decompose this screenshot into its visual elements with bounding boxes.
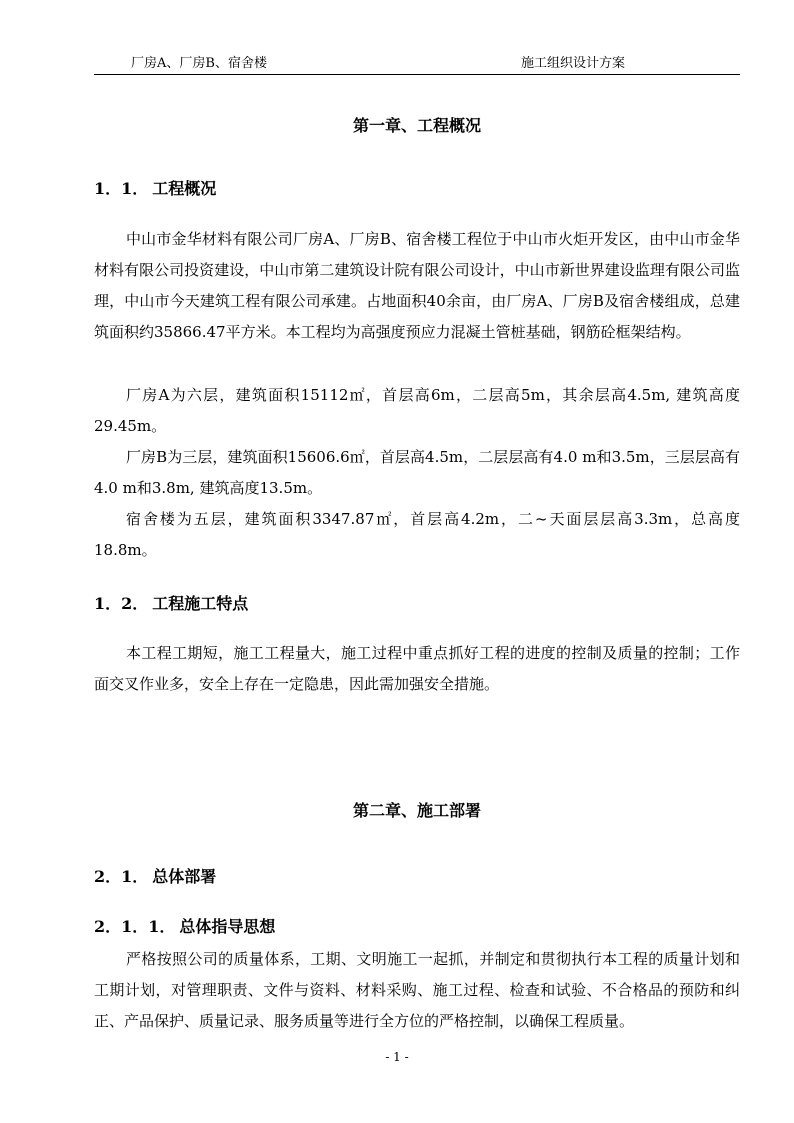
section-1-2-paragraph-1: 本工程工期短，施工工程量大，施工过程中重点抓好工程的进度的控制及质量的控制；工作面交叉作业多，安全上存在一定隐患，因此需加强安全措施。: [94, 644, 740, 693]
section-2-1-title: 总体部署: [152, 867, 217, 886]
section-1-1-paragraph-4: 宿舍楼为五层，建筑面积3347.87㎡，首层高4.2m，二~天面层层高3.3m，总高度18.8m。: [94, 510, 740, 559]
section-1-1-heading: [94, 179, 740, 199]
header-project-name: 厂房A、厂房B、宿舍楼: [131, 56, 267, 71]
section-1-1-paragraph-2: 厂房A为六层，建筑面积15112㎡，首层高6m，二层高5m，其余层高4.5m, 建筑高度29.45m。: [94, 386, 740, 435]
section-2-1-1-number: 2．1．1．: [94, 917, 176, 936]
chapter-1-title: 第一章、工程概况: [352, 116, 481, 135]
section-1-1-paragraph-1: 中山市金华材料有限公司厂房A、厂房B、宿舍楼工程位于中山市火炬开发区，由中山市金华材料有限公司投资建设，中山市第二建筑设计院有限公司设计，中山市新世界建设监理有限公司监理，中山市今天建筑工程有限公司承建。占地面积40余亩，由厂房A、厂房B及宿舍楼组成，总建筑面积约35866.47平方米。本工程均为高强度预应力混凝土管桩基础，钢筋砼框架结构。: [94, 230, 740, 341]
section-2-1-heading: [94, 867, 740, 887]
section-1-1-number: 1．1．: [94, 179, 149, 198]
section-1-1-paragraph-3: 厂房B为三层，建筑面积15606.6㎡，首层高4.5m，二层层高有4.0 m和3.5m，三层层高有4.0 m和3.8m, 建筑高度13.5m。: [94, 448, 740, 497]
header-document-title: 施工组织设计方案: [521, 56, 626, 71]
page-number: - 1 -: [385, 1050, 409, 1064]
section-1-1-title: 工程概况: [152, 179, 217, 198]
chapter-2-title: 第二章、施工部署: [352, 801, 481, 820]
section-2-1-1-heading: [94, 917, 740, 937]
section-2-1-1-paragraph-1: 严格按照公司的质量体系，工期、文明施工一起抓，并制定和贯彻执行本工程的质量计划和工期计划，对管理职责、文件与资料、材料采购、施工过程、检查和试验、不合格品的预防和纠正、产品保护、质量记录、服务质量等进行全方位的严格控制，以确保工程质量。: [94, 950, 740, 1030]
section-1-2-heading: [94, 594, 740, 614]
section-2-1-number: 2．1．: [94, 867, 149, 886]
section-1-2-title: 工程施工特点: [152, 594, 249, 613]
section-2-1-1-title: 总体指导思想: [179, 917, 276, 936]
page-header: [94, 56, 740, 75]
section-1-2-number: 1．2．: [94, 594, 149, 613]
